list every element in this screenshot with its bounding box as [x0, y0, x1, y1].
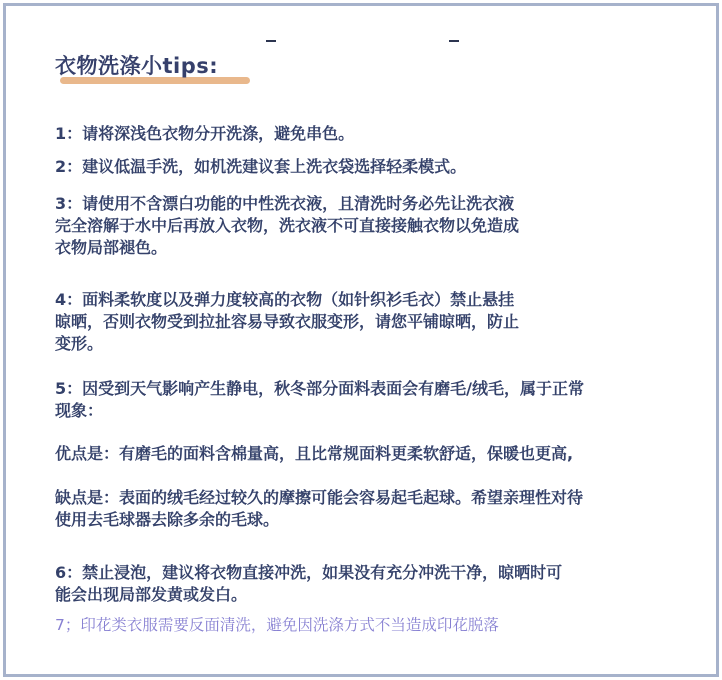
decorative-dash-right — [449, 40, 459, 42]
tip-5-cons: 缺点是：表面的绒毛经过较久的摩擦可能会容易起毛起球。希望亲理性对待 使用去毛球器去除多余的毛球。 — [55, 488, 584, 529]
tip-5: 5：因受到天气影响产生静电，秋冬部分面料表面会有磨毛/绒毛，属于正常 现象： — [55, 379, 584, 420]
tip-6: 6：禁止浸泡，建议将衣物直接冲洗，如果没有充分冲洗干净，晾晒时可 能会出现局部发黄或发白。 — [55, 563, 563, 604]
tip-7: 7；印花类衣服需要反面清洗，避免因洗涤方式不当造成印花脱落 — [55, 616, 499, 634]
tip-1: 1：请将深浅色衣物分开洗涤，避免串色。 — [55, 124, 355, 143]
tip-5-pros: 优点是：有磨毛的面料含棉量高，且比常规面料更柔软舒适，保暖也更高, — [55, 444, 574, 463]
tip-2: 2：建议低温手洗，如机洗建议套上洗衣袋选择轻柔模式。 — [55, 157, 467, 176]
decorative-dash-left — [266, 40, 276, 42]
tip-3: 3：请使用不含漂白功能的中性洗衣液，且清洗时务必先让洗衣液 完全溶解于水中后再放入衣物，洗衣液不可直接接触衣物以免造成 衣物局部褪色。 — [55, 194, 520, 257]
page-title: 衣物洗涤小tips: — [55, 54, 219, 78]
tip-4: 4：面料柔软度以及弹力度较高的衣物（如针织衫毛衣）禁止悬挂 晾晒，否则衣物受到拉扯容易导致衣服变形，请您平铺晾晒，防止 变形。 — [55, 290, 520, 353]
